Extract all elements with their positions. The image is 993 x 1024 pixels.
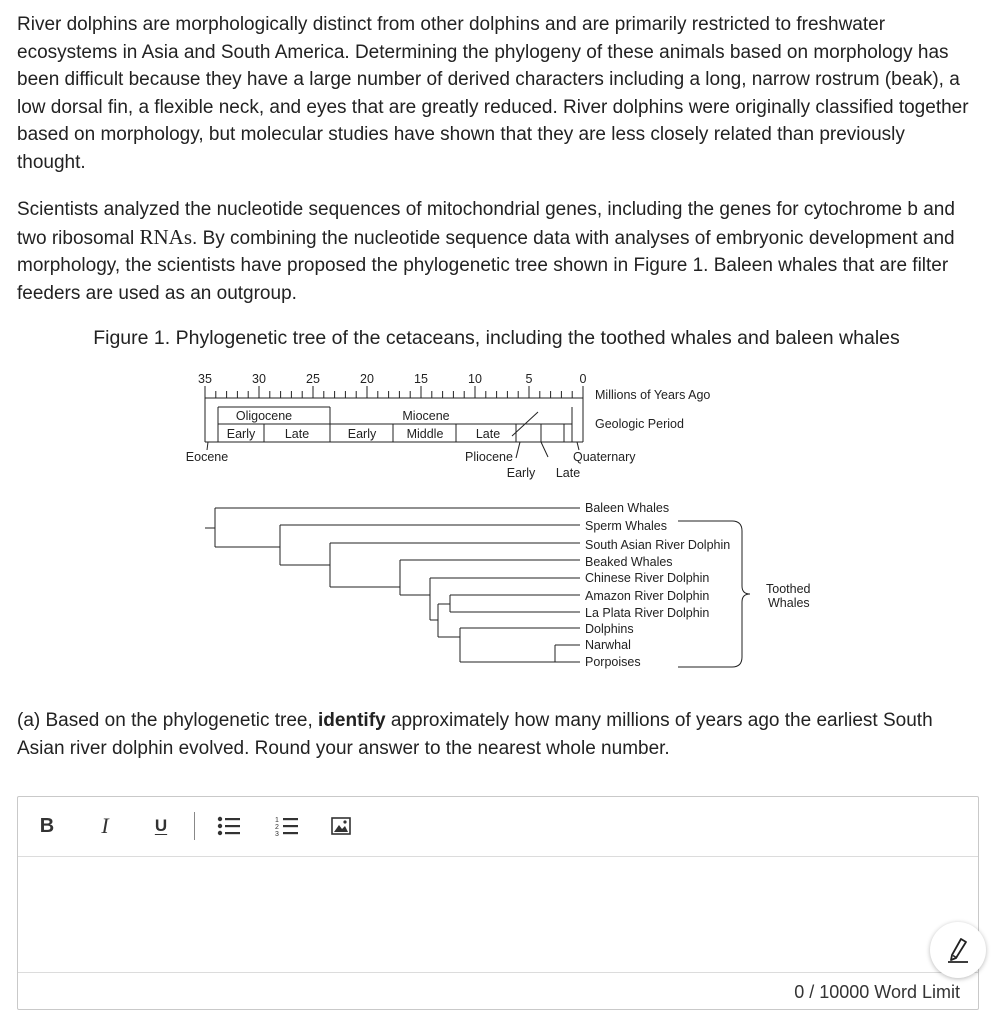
tick-label: 10 [468,372,482,386]
question-prefix: (a) Based on the phylogenetic tree, [17,710,319,731]
axis-minor-ticks [216,391,572,398]
passage-p2-rna: RNAs [139,224,193,249]
phylogenetic-tree-figure [0,360,993,680]
answer-text-area[interactable] [18,857,978,973]
passage-paragraph-2 [17,196,977,307]
taxon-label: Beaked Whales [585,555,673,569]
pencil-icon [945,936,971,964]
taxon-label: Dolphins [585,622,634,636]
underline-button[interactable]: U [154,816,168,835]
passage-p2-after: . By combining the nucleotide sequence data with analyses of embryonic development and morphology, the scientists have proposed the phylogenetic tree shown in Figure 1. Baleen whales that are filter feeders are used as an outgroup. [17,227,955,304]
svg-text:2: 2 [275,824,279,831]
bracket-label-line1: Toothed [766,582,811,596]
image-icon [331,817,351,835]
answer-editor [17,796,979,1010]
tick-label: 25 [306,372,320,386]
tick-label: 20 [360,372,374,386]
subperiod-mio-early: Early [347,427,377,441]
period-label: Geologic Period [595,417,684,431]
tick-label: 0 [579,372,587,386]
bold-button[interactable]: B [39,814,55,837]
taxon-label: Amazon River Dolphin [585,589,710,603]
epoch-oligocene: Oligocene [235,409,293,423]
epoch-eocene: Eocene [185,450,229,464]
figure-title: Figure 1. Phylogenetic tree of the cetaceans, including the toothed whales and baleen whales [93,327,900,349]
numbered-list-button[interactable] [272,811,302,841]
tick-label: 35 [198,372,212,386]
taxon-label: Porpoises [585,655,641,669]
taxon-label: South Asian River Dolphin [585,538,731,552]
insert-image-button[interactable] [326,811,356,841]
italic-button[interactable]: I [101,813,109,838]
subperiod-oligo-early: Early [226,427,256,441]
subperiod-plio-early: Early [506,466,536,480]
tree-branches [205,508,580,662]
word-count: 0 [794,982,805,1002]
axis-label: Millions of Years Ago [595,388,711,402]
geologic-period-chart [205,398,583,458]
taxa-labels [585,501,730,669]
word-limit-counter [794,982,960,1003]
subperiod-plio-late: Late [555,466,581,480]
question-text [17,707,977,762]
bullet-list-button[interactable] [214,811,244,841]
epoch-miocene: Miocene [402,409,450,423]
taxon-label: La Plata River Dolphin [585,606,710,620]
svg-text:1: 1 [275,817,279,824]
annotate-button[interactable] [930,922,986,978]
axis-major-ticks [205,386,583,398]
bullet-list-icon [217,816,241,836]
editor-toolbar [18,797,978,857]
question-suffix: approximately how many millions of years ago the earliest South Asian river dolphin evolved. Round your answer to the nearest whole number. [17,710,933,759]
word-limit-label: / 10000 Word Limit [809,982,960,1002]
svg-text:3: 3 [275,831,279,837]
subperiod-mio-late: Late [475,427,501,441]
taxon-label: Chinese River Dolphin [585,571,710,585]
subperiod-mio-middle: Middle [406,427,444,441]
taxon-label: Baleen Whales [585,501,670,515]
passage-paragraph-1: River dolphins are morphologically distinct from other dolphins and are primarily restricted to freshwater ecosystems in Asia and South America. Determining the phylogeny of these animals based on morphology has been difficult because they have a large number of derived characters including a long, narrow rostrum (beak), a low dorsal fin, a flexible neck, and eyes that are greatly reduced. River dolphins were originally classified together based on morphology, but molecular studies have shown that they are less closely related than previously thought. [17,14,969,173]
axis-tick-labels [198,372,586,386]
passage-p2-before: Scientists analyzed the nucleotide sequences of mitochondrial genes, including the genes for cytochrome b and two ribosomal [17,199,955,249]
tick-label: 15 [414,372,428,386]
epoch-quaternary: Quaternary [573,450,636,464]
taxon-label: Sperm Whales [585,519,667,533]
question-keyword: identify [318,710,386,731]
bracket-label-line2: Whales [768,596,810,610]
epoch-pliocene: Pliocene [465,450,513,464]
taxon-label: Narwhal [585,638,631,652]
tick-label: 30 [252,372,266,386]
toolbar-separator [194,812,195,840]
numbered-list-icon [275,815,299,837]
tick-label: 5 [525,372,533,386]
subperiod-oligo-late: Late [284,427,310,441]
